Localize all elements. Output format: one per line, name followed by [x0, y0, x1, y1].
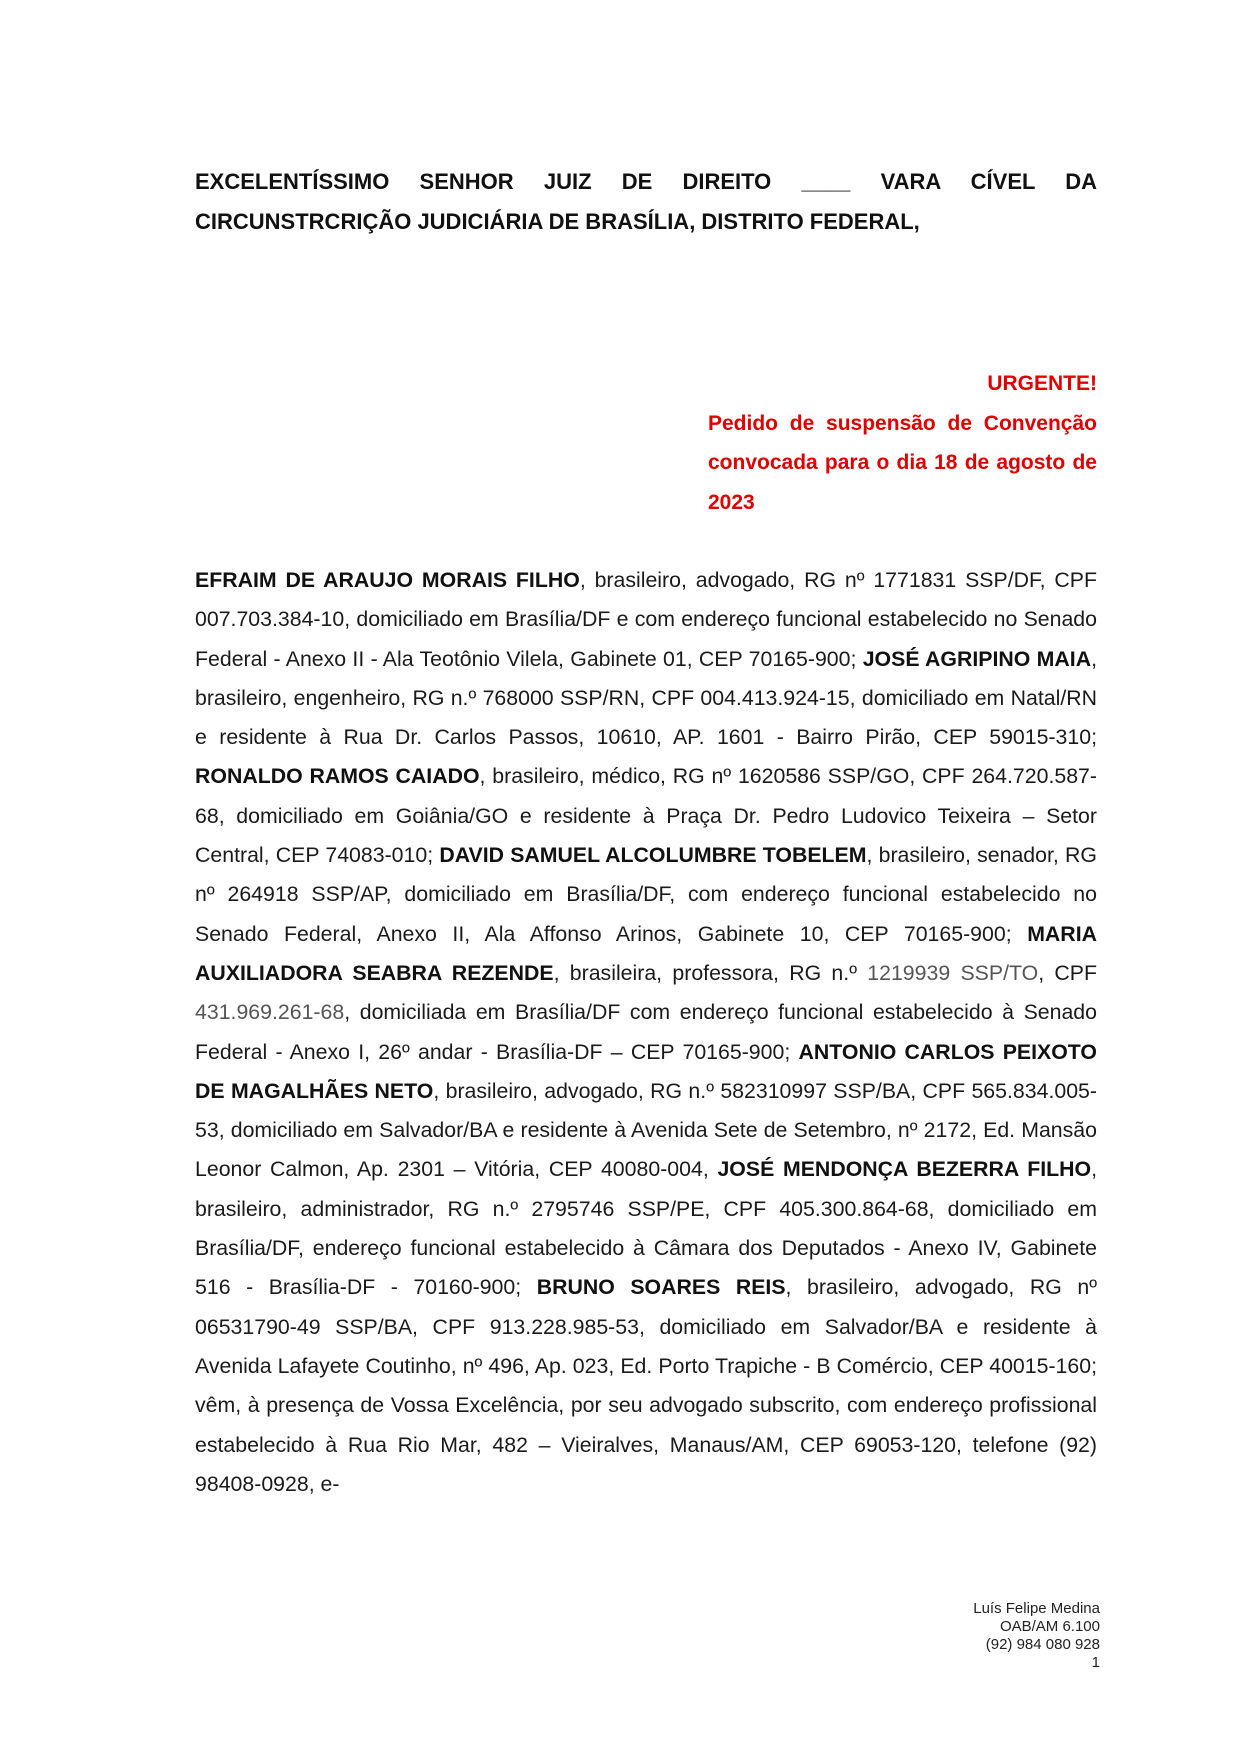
party-name: JOSÉ AGRIPINO MAIA	[862, 646, 1092, 671]
cpf-number: 431.969.261-68	[195, 1000, 345, 1025]
party-details: , brasileiro, médico, RG nº 1620586 SSP/GO, CPF 264.720.587-68, domiciliado em Goiânia/GO e residente à Praça Dr. Pedro Ludovico Teixeira – Setor Central, CEP 74083-010;	[195, 764, 1097, 868]
party-details: , brasileiro, advogado, RG nº 06531790-49 SSP/BA, CPF 913.228.985-53, domiciliado em Salvador/BA e residente à Avenida Lafayete Coutinho, nº 496, Ap. 023, Ed. Porto Trapiche - B Comércio, CEP 40015-160; vêm, à presença de Vossa Excelência, por seu advogado subscrito, com endereço profissional estabelecido à Rua Rio Mar, 482 – Vieiralves, Manaus/AM, CEP 69053-120, telefone (92) 98408-0928, e-	[195, 1275, 1097, 1496]
party-details: , brasileiro, engenheiro, RG n.º 768000 SSP/RN, CPF 004.413.924-15, domiciliado em Natal/RN e residente à Rua Dr. Carlos Passos, 10610, AP. 1601 - Bairro Pirão, CEP 59015-310;	[195, 646, 1097, 750]
party-name: ANTONIO CARLOS PEIXOTO DE MAGALHÃES NETO	[195, 1039, 1097, 1103]
party-details: , brasileiro, advogado, RG n.º 582310997 SSP/BA, CPF 565.834.005-53, domiciliado em Salvador/BA e residente à Avenida Sete de Setembro, nº 2172, Ed. Mansão Leonor Calmon, Ap. 2301 – Vitória, CEP 40080-004,	[195, 1078, 1097, 1182]
party-name: EFRAIM DE ARAUJO MORAIS FILHO	[195, 568, 580, 592]
qualification-paragraph	[195, 561, 1097, 1504]
party-name: MARIA AUXILIADORA SEABRA REZENDE	[195, 921, 1097, 985]
heading-line-2: CIRCUNSTRCRIÇÃO JUDICIÁRIA DE BRASÍLIA, DISTRITO FEDERAL,	[195, 209, 920, 234]
rg-number: 1219939 SSP/TO	[867, 960, 1039, 985]
party-details: , domiciliada em Brasília/DF com endereço funcional estabelecido à Senado Federal - Anexo I, 26º andar - Brasília-DF – CEP 70165-900;	[195, 1000, 1097, 1064]
party-details: , brasileira, professora, RG n.º	[553, 960, 868, 985]
heading-line-1: EXCELENTÍSSIMO SENHOR JUIZ DE DIREITO ____ VARA CÍVEL DA	[195, 169, 1097, 194]
document-heading	[195, 162, 1097, 242]
party-details: , brasileiro, senador, RG nº 264918 SSP/AP, domiciliado em Brasília/DF, com endereço funcional estabelecido no Senado Federal, Anexo II, Ala Affonso Arinos, Gabinete 10, CEP 70165-900;	[195, 843, 1097, 946]
party-name: BRUNO SOARES REIS	[536, 1275, 786, 1300]
urgent-notice	[708, 364, 1097, 522]
party-details: , brasileiro, administrador, RG n.º 2795746 SSP/PE, CPF 405.300.864-68, domiciliado em Brasília/DF, endereço funcional estabelecido à Câmara dos Deputados - Anexo IV, Gabinete 516 - Brasília-DF - 70160-900;	[195, 1157, 1098, 1300]
urgent-title: URGENTE!	[987, 372, 1097, 395]
party-name: DAVID SAMUEL ALCOLUMBRE TOBELEM	[439, 843, 867, 868]
footer-phone: (92) 984 080 928	[985, 1636, 1100, 1653]
footer-lawyer-name: Luís Felipe Medina	[973, 1600, 1100, 1617]
party-details: , CPF	[1038, 960, 1097, 985]
footer-oab: OAB/AM 6.100	[999, 1618, 1100, 1635]
party-details: , brasileiro, advogado, RG nº 1771831 SSP/DF, CPF 007.703.384-10, domiciliado em Brasília/DF e com endereço funcional estabelecido no Senado Federal - Anexo II - Ala Teotônio Vilela, Gabinete 01, CEP 70165-900;	[195, 568, 1097, 671]
party-name: JOSÉ MENDONÇA BEZERRA FILHO	[717, 1157, 1092, 1182]
urgent-request-text: Pedido de suspensão de Convenção convocada para o dia 18 de agosto de 2023	[708, 411, 1097, 514]
party-name: RONALDO RAMOS CAIADO	[195, 764, 480, 789]
page-footer	[800, 1600, 1100, 1672]
page-number: 1	[1091, 1654, 1100, 1671]
